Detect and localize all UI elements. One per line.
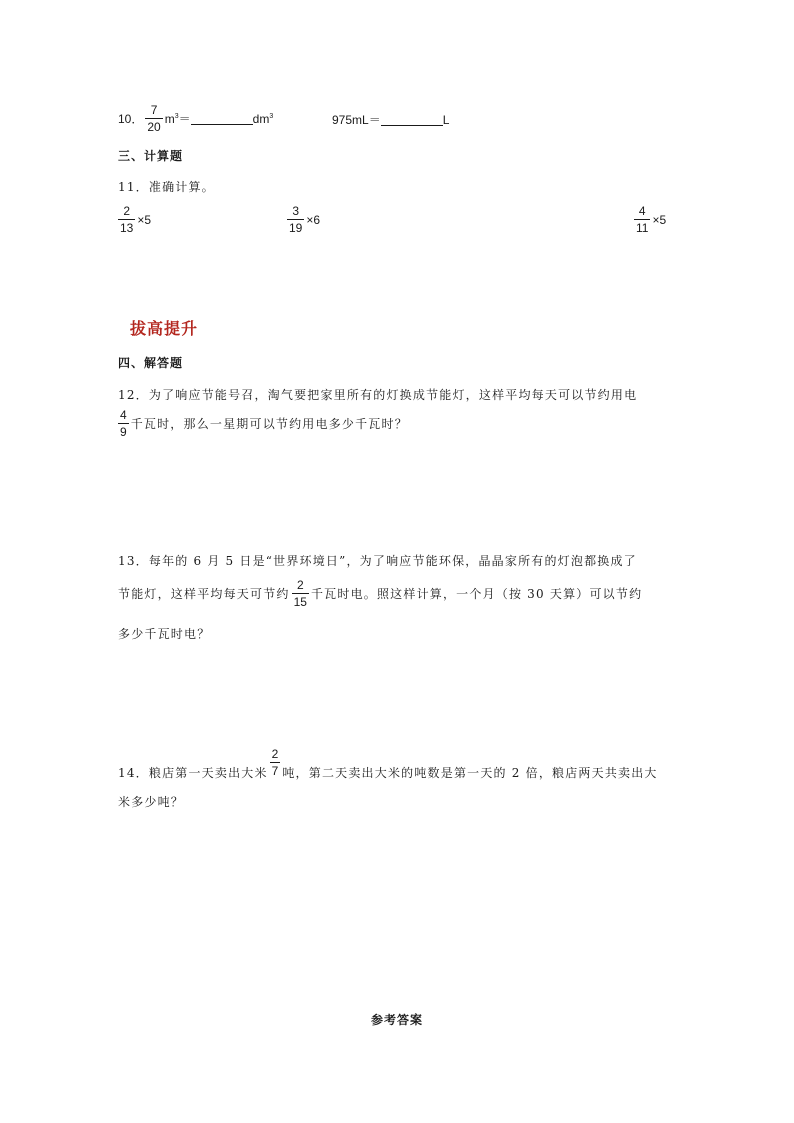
q10-equals: ＝ <box>178 112 191 126</box>
section-3-title: 三、计算题 <box>118 149 184 163</box>
q13-line-2 <box>118 579 642 608</box>
q11-item-1-denominator: 13 <box>120 221 134 235</box>
answers-title: 参考答案 <box>370 1013 423 1027</box>
q12-line-2-text: 千瓦时，那么一星期可以节约用电多少千瓦时？ <box>130 417 408 431</box>
q10-unit-m3 <box>165 112 179 126</box>
q13-fraction <box>292 579 309 608</box>
question-10 <box>118 104 273 133</box>
q14-line-1a: 14．粮店第一天卖出大米 <box>118 766 268 780</box>
q11-label: 11．准确计算。 <box>118 180 215 194</box>
q10-unit1-exp: 3 <box>174 112 179 120</box>
q10-fraction-numerator: 7 <box>150 103 158 117</box>
q10-fraction <box>145 104 162 133</box>
q10-expr2: 975mL＝ <box>332 113 381 127</box>
q10-unit1: m <box>164 111 175 126</box>
q10-fraction-denominator: 20 <box>147 120 161 134</box>
q11-item-3-fraction <box>634 205 650 234</box>
q11-item-2 <box>285 205 320 234</box>
q14-line-1b: 吨，第二天卖出大米的吨数是第一天的 2 倍，粮店两天共卖出大 <box>282 766 658 780</box>
q11-item-1-fraction <box>118 205 135 234</box>
q14-line-1 <box>118 744 658 781</box>
q10-part2 <box>332 111 449 128</box>
q10-answer-blank-2[interactable] <box>381 113 443 126</box>
q10-unit-l: L <box>442 112 450 127</box>
q11-item-3-denominator: 11 <box>636 221 649 235</box>
q11-item-1-numerator: 2 <box>123 204 131 218</box>
q13-fraction-numerator: 2 <box>296 578 304 592</box>
q11-item-2-op: ×6 <box>306 212 321 227</box>
q12-fraction-numerator: 4 <box>120 408 127 422</box>
q14-fraction <box>270 748 281 777</box>
q13-line-3: 多少千瓦时电？ <box>118 627 211 641</box>
q11-item-3-op: ×5 <box>652 212 667 227</box>
q12-line-1: 12．为了响应节能号召，淘气要把家里所有的灯换成节能灯，这样平均每天可以节约用电 <box>118 388 638 402</box>
q13-line-2a: 节能灯，这样平均每天可节约 <box>118 587 290 601</box>
q14-line-2: 米多少吨？ <box>118 795 185 809</box>
q10-number: 10． <box>118 112 144 126</box>
q11-item-1-op: ×5 <box>137 212 152 227</box>
q14-fraction-numerator: 2 <box>271 747 279 761</box>
q11-item-3 <box>632 205 666 234</box>
q13-line-1: 13．每年的 6 月 5 日是“世界环境日”，为了响应节能环保，晶晶家所有的灯泡都换成了 <box>118 554 637 568</box>
improve-section-title: 拔高提升 <box>130 319 199 338</box>
q11-item-2-fraction <box>287 205 304 234</box>
q10-answer-blank-1[interactable] <box>191 112 253 125</box>
q10-unit-dm3 <box>253 112 274 126</box>
q11-item-1 <box>116 205 151 234</box>
q12-line-2 <box>116 409 408 438</box>
q14-fraction-denominator: 7 <box>271 764 279 778</box>
q12-fraction-denominator: 9 <box>120 425 127 439</box>
q12-fraction <box>118 409 129 438</box>
q13-line-2b: 千瓦时电。照这样计算，一个月（按 30 天算）可以节约 <box>310 587 643 601</box>
q13-fraction-denominator: 15 <box>293 595 307 609</box>
q11-item-2-numerator: 3 <box>292 204 300 218</box>
q10-unit2: dm <box>252 111 270 126</box>
q11-item-3-numerator: 4 <box>638 204 646 218</box>
q10-unit2-exp: 3 <box>269 112 274 120</box>
q11-item-2-denominator: 19 <box>289 221 303 235</box>
section-4-title: 四、解答题 <box>118 356 184 370</box>
